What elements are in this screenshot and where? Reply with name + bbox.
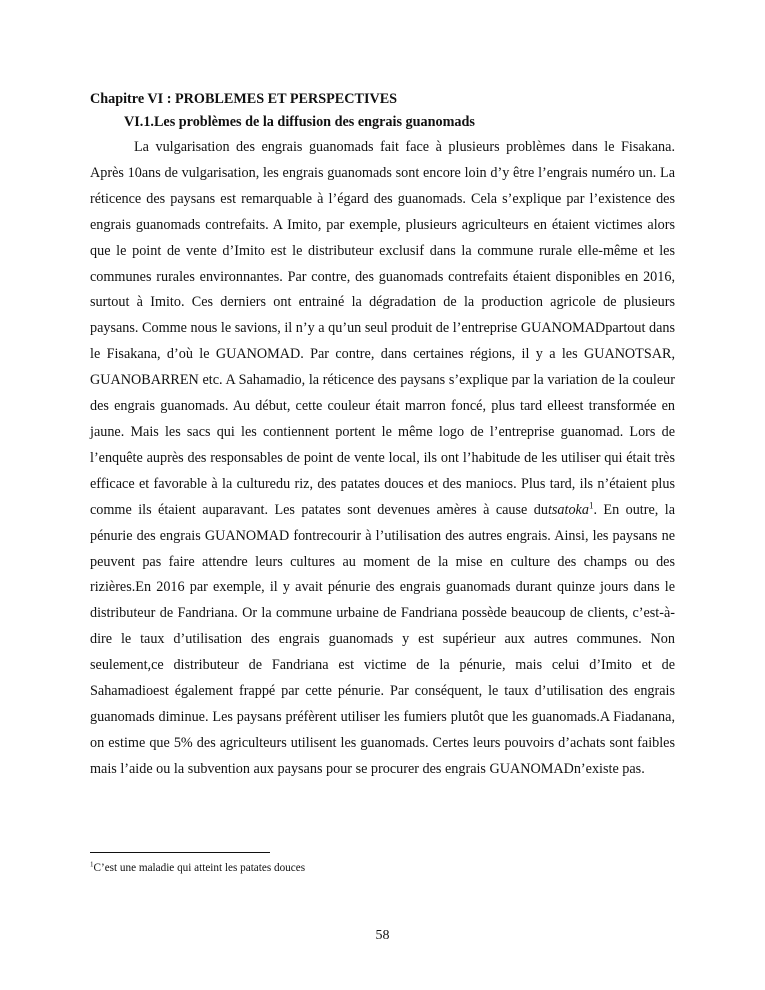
page-content — [90, 88, 675, 783]
body-paragraph — [90, 135, 675, 783]
section-title: VI.1.Les problèmes de la diffusion des engrais guanomads — [124, 114, 475, 130]
paragraph-text-part1: La vulgarisation des engrais guanomads fait face à plusieurs problèmes dans le Fisakana. Après 10ans de vulgarisation, les engrais guanomads sont encore loin d’y être l’engrais numéro un. La réticence des paysans est remarquable à l’égard des guanomads. Cela s’explique par l’existence des engrais guanomads contrefaits. A Imito, par exemple, plusieurs agriculteurs en étaient victimes alors que le point de vente d’Imito est le distributeur exclusif dans la commune rurale elle-même et les communes rurales environnantes. Par contre, des guanomads contrefaits étaient disponibles en 2016, surtout à Imito. Ces derniers ont entrainé la dégradation de la production agricole de plusieurs paysans. Comme nous le savions, il n’y a qu’un seul produit de l’entreprise GUANOMADpartout dans le Fisakana, d’où le GUANOMAD. Par contre, dans certaines régions, il y a les GUANOTSAR, GUANOBARREN etc. A Sahamadio, la réticence des paysans s’explique par la variation de la couleur des engrais guanomads. Au début, cette couleur était marron foncé, plus tard elleest transformée en jaune. Mais les sacs qui les contiennent portent le même logo de l’entreprise guanomad. Lors de l’enquête auprès des responsables de point de vente local, ils ont l’habitude de les utiliser qui était très efficace et favorable à la culturedu riz, des patates douces et des maniocs. Plus tard, ils n’étaient plus comme ils étaient auparavant. Les patates sont devenues amères à cause du — [90, 139, 675, 518]
footnote-reference: 1 — [588, 499, 594, 510]
paragraph-text-part2: . En outre, la pénurie des engrais GUANOMAD fontrecourir à l’utilisation des autres engrais. Ainsi, les paysans ne peuvent pas faire attendre leurs cultures au moment de la mise en culture des champs ou des rizières.En 2016 par exemple, il y avait pénurie des engrais guanomads durant quinze jours dans le distributeur de Fandriana. Or la commune urbaine de Fandriana possède beaucoup de clients, c’est-à-dire le taux d’utilisation des engrais guanomads y est supérieur aux autres communes. Non seulement,ce distributeur de Fandriana est victime de la pénurie, mais celui d’Imito et de Sahamadioest également frappé par cette pénurie. Par conséquent, le taux d’utilisation des engrais guanomads diminue. Les paysans préfèrent utiliser les fumiers plutôt que les guanomads.A Fiadanana, on estime que 5% des agriculteurs utilisent les guanomads. Certes leurs pouvoirs d’achats sont faibles mais l’aide ou la subvention aux paysans pour se procurer des engrais GUANOMADn’existe pas. — [90, 501, 675, 777]
footnote-separator — [90, 852, 270, 853]
footnote-number: 1 — [90, 860, 94, 869]
italic-term: tsatoka — [547, 501, 589, 518]
chapter-title: Chapitre VI : PROBLEMES ET PERSPECTIVES — [90, 91, 398, 107]
page-number: 58 — [375, 928, 390, 943]
footnote — [90, 860, 305, 876]
footnote-text: C’est une maladie qui atteint les patates douces — [93, 862, 306, 874]
